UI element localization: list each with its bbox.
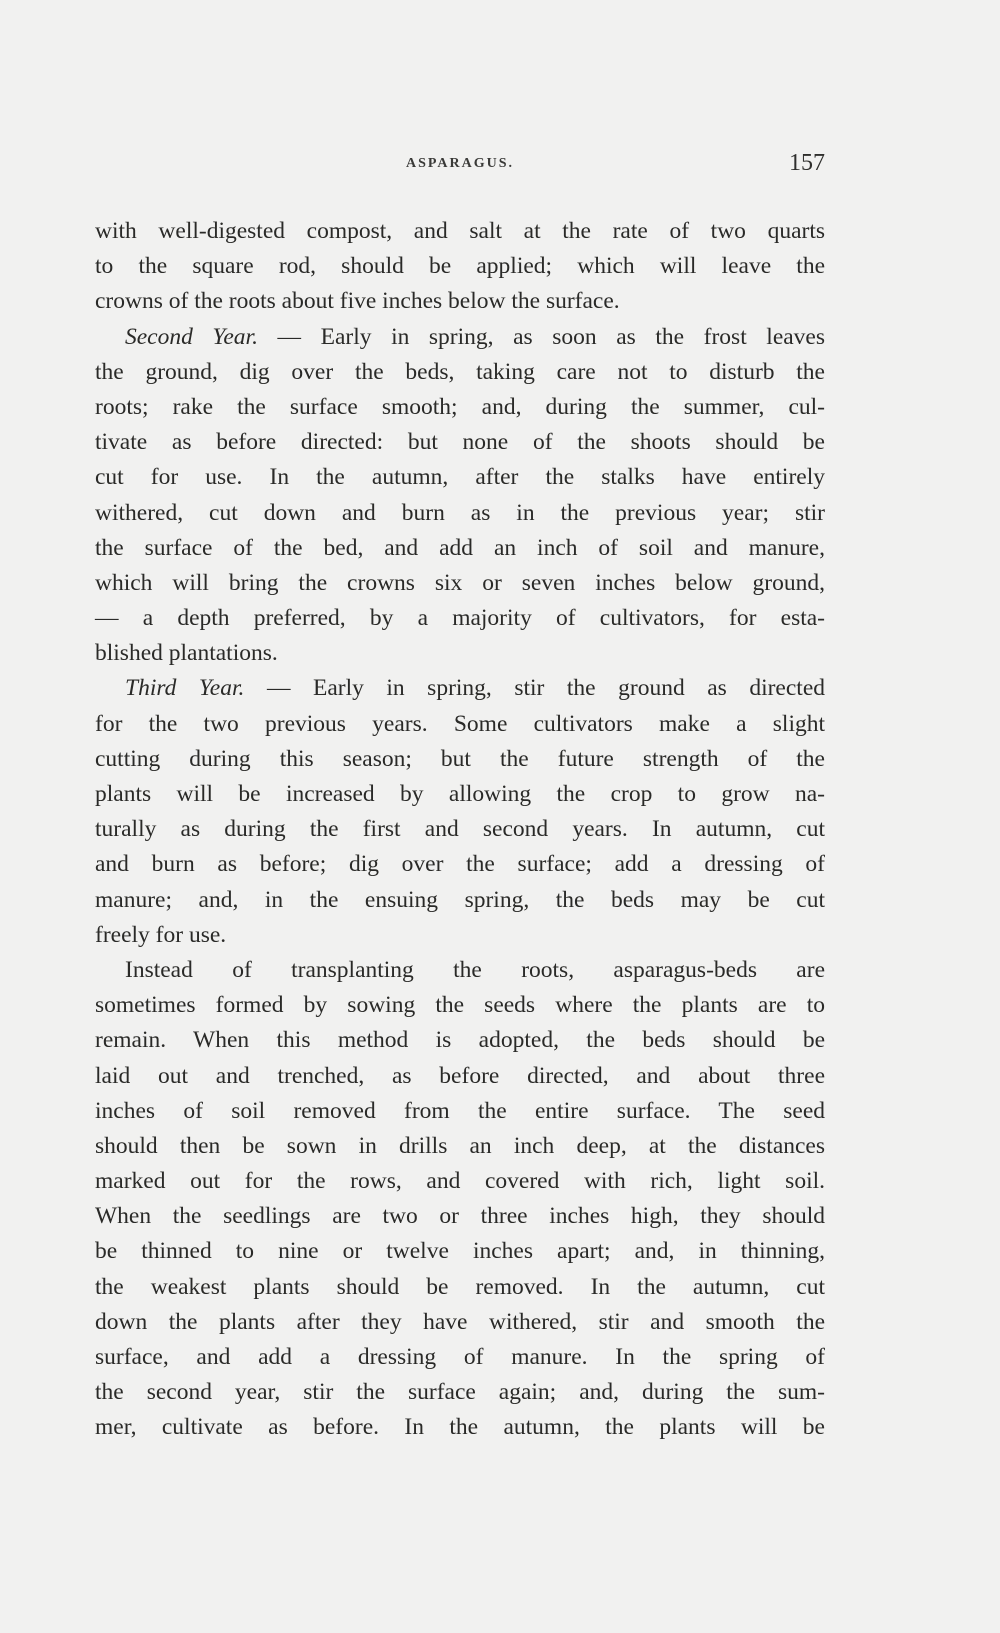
heading-third-year: Third Year. [125, 675, 245, 702]
running-title: ASPARAGUS. [405, 156, 515, 171]
text-line: the second year, stir the surface again; and, during the sum- [95, 1379, 825, 1406]
text-line: — a depth preferred, by a majority of cultivators, for esta- [95, 605, 825, 632]
text-line: for the two previous years. Some cultivators make a slight [95, 710, 825, 737]
text-line: mer, cultivate as before. In the autumn, the plants will be [95, 1414, 825, 1441]
text-line: withered, cut down and burn as in the previous year; stir [95, 499, 825, 526]
text-line: should then be sown in drills an inch deep, at the distances [95, 1132, 825, 1159]
text-line: and burn as before; dig over the surface; add a dressing of [95, 851, 825, 878]
text-line: inches of soil removed from the entire surface. The seed [95, 1097, 825, 1124]
text-line: crowns of the roots about five inches below the surface. [95, 288, 620, 315]
running-head [95, 150, 825, 180]
text-line: cutting during this season; but the future strength of the [95, 745, 825, 772]
text-line: be thinned to nine or twelve inches apart; and, in thinning, [95, 1238, 825, 1265]
text-line: tivate as before directed: but none of the shoots should be [95, 429, 825, 456]
text-line: cut for use. In the autumn, after the stalks have entirely [95, 464, 825, 491]
text-line: down the plants after they have withered, stir and smooth the [95, 1308, 825, 1335]
text-line: When the seedlings are two or three inches high, they should [95, 1203, 825, 1230]
text-line: laid out and trenched, as before directed, and about three [95, 1062, 825, 1089]
text-line: to the square rod, should be applied; which will leave the [95, 253, 825, 280]
text-line: surface, and add a dressing of manure. In the spring of [95, 1344, 825, 1370]
text-line: the weakest plants should be removed. In the autumn, cut [95, 1273, 825, 1300]
text-line: blished plantations. [95, 640, 278, 667]
text-line: sometimes formed by sowing the seeds where the plants are to [95, 992, 825, 1019]
heading-second-year: Second Year. [125, 323, 258, 350]
paragraph-third-year [95, 671, 825, 706]
text-line: plants will be increased by allowing the crop to grow na- [95, 781, 825, 807]
text-line: the surface of the bed, and add an inch of soil and manure, [95, 534, 825, 561]
body-text [95, 214, 825, 1446]
text-line: Instead of transplanting the roots, asparagus-beds are [125, 956, 825, 983]
text-line: roots; rake the surface smooth; and, during the summer, cul- [95, 393, 825, 420]
text-line: marked out for the rows, and covered with rich, light soil. [95, 1168, 825, 1195]
text-line: freely for use. [95, 921, 227, 948]
text-line: — Early in spring, as soon as the frost leaves [277, 323, 826, 350]
text-line: manure; and, in the ensuing spring, the beds may be cut [95, 886, 825, 913]
paragraph-second-year [95, 320, 825, 355]
text-line: remain. When this method is adopted, the beds should be [95, 1027, 825, 1054]
page-number: 157 [789, 150, 825, 176]
text-line: turally as during the first and second years. In autumn, cut [95, 816, 825, 843]
text-line: with well-digested compost, and salt at the rate of two quarts [95, 218, 825, 244]
text-line: the ground, dig over the beds, taking care not to disturb the [95, 358, 825, 385]
text-line: — Early in spring, stir the ground as directed [266, 675, 825, 702]
text-line: which will bring the crowns six or seven inches below ground, [95, 569, 825, 596]
